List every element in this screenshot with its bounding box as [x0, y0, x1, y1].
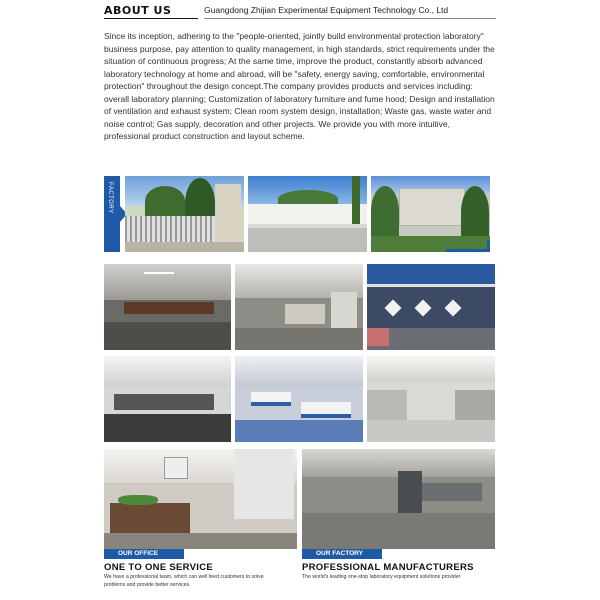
factory-badge: OUR FACTORY [302, 549, 382, 559]
company-name: Guangdong Zhijian Experimental Equipment Technology Co., Ltd [204, 5, 449, 15]
photo-our-factory [302, 449, 495, 549]
factory-description: The world's leading one-stop laboratory equipment solutions provider [302, 574, 461, 580]
header-divider [204, 18, 496, 19]
factory-tab [104, 176, 120, 252]
photo-workshop-2 [235, 264, 363, 350]
decorative-dots [104, 167, 119, 171]
photo-factory-building [248, 176, 367, 252]
photo-office-building [371, 176, 490, 252]
title-underline [104, 18, 198, 19]
photo-our-office [104, 449, 297, 549]
office-description: We have a professional team, which can well feed customers to solve problems and provide better services. [104, 574, 264, 588]
photo-lab-3 [367, 356, 495, 442]
factory-tab-label: FACTORY [107, 182, 113, 214]
office-badge: OUR OFFICE [104, 549, 184, 559]
office-heading: ONE TO ONE SERVICE [104, 562, 214, 573]
photo-lab-2 [235, 356, 363, 442]
photo-workshop-3 [367, 264, 495, 350]
photo-workshop-1 [104, 264, 231, 350]
intro-paragraph: Since its inception, adhering to the "people-oriented, jointly build environmental protection laboratory" business purpose, pay attention to quality management, in high standards, strict requirements under the situation of continuous progress; At the same time, improve the product, constantly absorb advanced laboratory technology at home and abroad, will be "safety, energy saving, comfortable, environmental protection" throughout the design concept.The company provides products and services including: overall laboratory planning; Customization of laboratory furniture and fume hood; Design and installation of ventilation and exhaust system; Clean room system design, installation; Waste gas, waste water and noise control; Gas supply, decoration and other projects. We provide you with more intuitive, professional product construction and layout scheme. [104, 31, 495, 141]
section-title: ABOUT US [104, 4, 172, 17]
section-header [104, 4, 496, 18]
photo-factory-gate [125, 176, 244, 252]
factory-heading: PROFESSIONAL MANUFACTURERS [302, 562, 474, 573]
photo-lab-1 [104, 356, 231, 442]
